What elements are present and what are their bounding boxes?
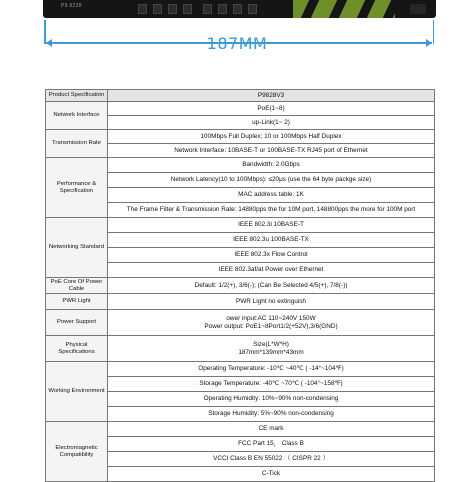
spec-value-cell: C-Tick — [108, 467, 435, 482]
spec-value-cell: FCC Part 15， Class B — [108, 437, 435, 452]
spec-key-cell: Physical Specifications — [46, 336, 108, 362]
dimension-label: 187MM — [206, 34, 268, 53]
spec-value-cell: Storage Temperature: -40℃ ~70℃ ( -104°~158℉) — [108, 377, 435, 392]
spec-value-cell: Operating Humidity: 10%~90% non-condensing — [108, 392, 435, 407]
green-faceplate — [293, 0, 395, 18]
table-row — [46, 218, 435, 233]
spec-value-cell: MAC address table: 1K — [108, 188, 435, 203]
table-row — [46, 336, 435, 362]
spec-value-cell: Storage Humidity: 5%~90% non-condensing — [108, 407, 435, 422]
spec-value-cell: IEEE 802.3af/at Power over Ethernet — [108, 263, 435, 278]
table-row — [46, 102, 435, 116]
ethernet-port — [203, 4, 212, 14]
table-row — [46, 294, 435, 310]
specification-table — [45, 89, 435, 482]
ethernet-port — [168, 4, 177, 14]
spec-value-cell: Network Interface: 10BASE-T or 100BASE-TX RJ45 port of Ethernet — [108, 144, 435, 158]
table-header-row — [46, 90, 435, 102]
table-row — [46, 130, 435, 144]
header-value-cell: P9828V3 — [108, 90, 435, 102]
table-row — [46, 362, 435, 377]
spec-key-cell: Transmission Rate — [46, 130, 108, 158]
spec-key-cell: Performance & Specification — [46, 158, 108, 218]
ethernet-port — [183, 4, 192, 14]
specification-table-body — [46, 90, 435, 482]
spec-key-cell: Electromagnetic Compatibility — [46, 422, 108, 482]
spec-value-cell: Bandwidth: 2.0Gbps — [108, 158, 435, 173]
table-row — [46, 158, 435, 173]
spec-value-cell: VCCI Class B EN 55022 （ CISPR 22 ） — [108, 452, 435, 467]
spec-key-cell: Network Interface — [46, 102, 108, 130]
table-row — [46, 422, 435, 437]
spec-value-cell: Default: 1/2(+), 3/6(-); (Can Be Selected 4/5(+), 7/8(-)) — [108, 278, 435, 294]
ethernet-port — [153, 4, 162, 14]
spec-key-cell: Networking Standard — [46, 218, 108, 278]
device-model-label: P9 8228 — [61, 3, 82, 9]
ethernet-port — [233, 4, 242, 14]
spec-key-cell: PoE Core Of Power Cable — [46, 278, 108, 294]
header-key-cell: Product Specification — [46, 90, 108, 102]
spec-value-cell: 100Mbps Full Duplex; 10 or 100Mbps Half Duplex — [108, 130, 435, 144]
spec-value-cell: Size(L*W*H) 187mm*139mm*43mm — [108, 336, 435, 362]
spec-value-cell: PWR Light no extinguish — [108, 294, 435, 310]
spec-value-cell: ower input:AC 110~240V 150W Power output: PoE1~8Port1/2(+52V),3/6(GND) — [108, 310, 435, 336]
ethernet-port — [218, 4, 227, 14]
spec-value-cell: CE mark — [108, 422, 435, 437]
spec-key-cell: PWR Light — [46, 294, 108, 310]
spec-key-cell: Working Environment — [46, 362, 108, 422]
ethernet-port — [138, 4, 147, 14]
spec-value-cell: up-Link(1~ 2) — [108, 116, 435, 130]
switch-device-front — [43, 0, 436, 18]
spec-value-cell: Network Latency(10 to 100Mbps): ≤20μs (use the 64 byte packge size) — [108, 173, 435, 188]
spec-value-cell: The Frame Filter & Transmission Rate: 14880pps the for 10M port, 148800pps the more for 100M port — [108, 203, 435, 218]
spec-value-cell: Operating Temperature: -10℃ ~40℃ ( -14°~104℉) — [108, 362, 435, 377]
ethernet-port — [248, 4, 257, 14]
table-row — [46, 310, 435, 336]
spec-key-cell: Power Support — [46, 310, 108, 336]
spec-value-cell: IEEE 802.3u 100BASE-TX — [108, 233, 435, 248]
spec-value-cell: IEEE 802.3i 10BASE-T — [108, 218, 435, 233]
power-connector — [410, 4, 426, 14]
spec-value-cell: PoE(1~8) — [108, 102, 435, 116]
spec-value-cell: IEEE 802.3x Flow Control — [108, 248, 435, 263]
table-row — [46, 278, 435, 294]
